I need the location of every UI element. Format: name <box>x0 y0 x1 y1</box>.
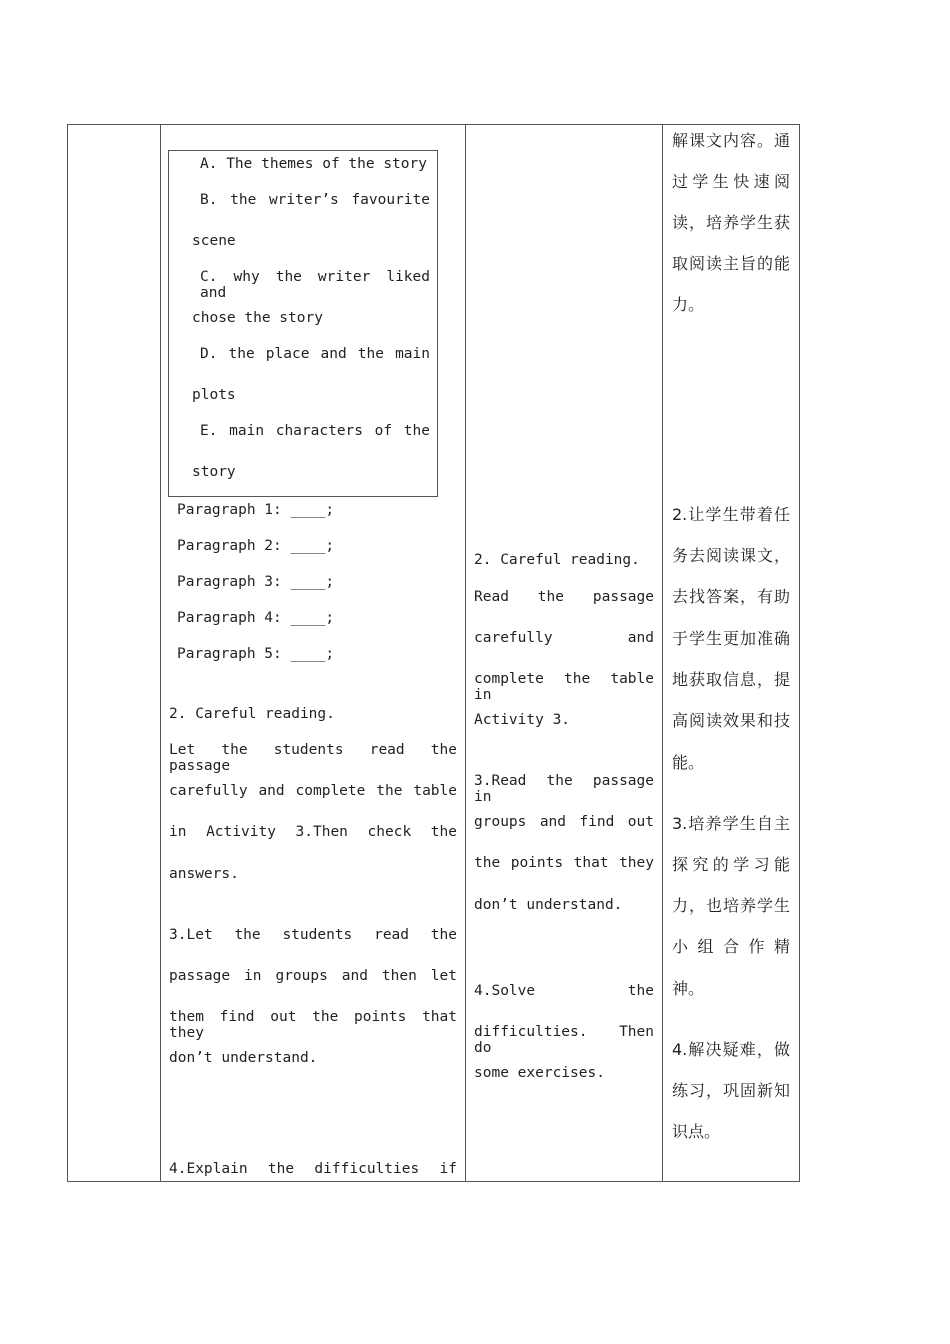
student-careful-line: carefully and <box>474 630 654 646</box>
purpose-line: 去找答案，有助 <box>672 587 790 606</box>
purpose-line: 探究的学习能 <box>672 855 790 874</box>
student-groups-line: don’t understand. <box>474 897 623 913</box>
option-d: D. the place and the main <box>200 346 430 362</box>
option-c: C. why the writer liked and <box>200 269 430 301</box>
student-solve-line: 4.Solve the <box>474 983 654 999</box>
purpose-line: 过学生快速阅 <box>672 172 790 191</box>
column-divider-1 <box>160 124 161 1182</box>
table-left-border <box>67 124 68 1182</box>
option-e-cont: story <box>192 464 236 480</box>
teacher-careful-line: carefully and complete the table <box>169 783 457 799</box>
option-e: E. main characters of the <box>200 423 430 439</box>
teacher-explain-line: 4.Explain the difficulties if <box>169 1161 457 1177</box>
table-bottom-border <box>67 1181 800 1182</box>
option-a: A. The themes of the story <box>200 156 427 172</box>
purpose-line: 力。 <box>672 295 705 314</box>
option-b: B. the writer’s favourite <box>200 192 430 208</box>
purpose-line: 取阅读主旨的能 <box>672 254 790 273</box>
purpose-line: 于学生更加准确 <box>672 629 790 648</box>
column-divider-2 <box>465 124 466 1182</box>
purpose-line: 解课文内容。通 <box>672 131 790 150</box>
teacher-groups-line: them find out the points that they <box>169 1009 457 1041</box>
purpose-line: 地获取信息，提 <box>672 670 790 689</box>
column-divider-3 <box>662 124 663 1182</box>
option-b-cont: scene <box>192 233 236 249</box>
option-d-cont: plots <box>192 387 236 403</box>
purpose-line: 神。 <box>672 979 705 998</box>
teacher-groups-line: 3.Let the students read the <box>169 927 457 943</box>
teacher-groups-line: don’t understand. <box>169 1050 318 1066</box>
teacher-careful-title: 2. Careful reading. <box>169 706 335 722</box>
purpose-line: 练习，巩固新知 <box>672 1081 790 1100</box>
table-top-border <box>67 124 800 125</box>
purpose-line: 力，也培养学生 <box>672 896 790 915</box>
student-solve-line: difficulties. Then do <box>474 1024 654 1056</box>
purpose-line: 2.让学生带着任 <box>672 505 790 524</box>
student-groups-line: 3.Read the passage in <box>474 773 654 805</box>
paragraph-slot: Paragraph 4: ____; <box>177 610 335 626</box>
table-right-border <box>799 124 800 1182</box>
student-careful-line: Read the passage <box>474 589 654 605</box>
purpose-line: 3.培养学生自主 <box>672 814 790 833</box>
option-c-cont: chose the story <box>192 310 323 326</box>
purpose-line: 识点。 <box>672 1122 721 1141</box>
purpose-line: 高阅读效果和技 <box>672 711 790 730</box>
student-careful-line: Activity 3. <box>474 712 571 728</box>
student-careful-line: complete the table in <box>474 671 654 703</box>
purpose-line: 能。 <box>672 753 705 772</box>
purpose-line: 4.解决疑难，做 <box>672 1040 790 1059</box>
student-groups-line: the points that they <box>474 855 654 871</box>
purpose-line: 小组合作精 <box>672 937 790 956</box>
paragraph-slot: Paragraph 3: ____; <box>177 574 335 590</box>
teacher-careful-line: in Activity 3.Then check the <box>169 824 457 840</box>
teacher-groups-line: passage in groups and then let <box>169 968 457 984</box>
student-solve-line: some exercises. <box>474 1065 605 1081</box>
teacher-careful-line: Let the students read the passage <box>169 742 457 774</box>
paragraph-slot: Paragraph 1: ____; <box>177 502 335 518</box>
paragraph-slot: Paragraph 2: ____; <box>177 538 335 554</box>
student-careful-title: 2. Careful reading. <box>474 552 640 568</box>
teacher-careful-line: answers. <box>169 866 239 882</box>
purpose-line: 务去阅读课文， <box>672 546 790 565</box>
student-groups-line: groups and find out <box>474 814 654 830</box>
paragraph-slot: Paragraph 5: ____; <box>177 646 335 662</box>
purpose-line: 读，培养学生获 <box>672 213 790 232</box>
